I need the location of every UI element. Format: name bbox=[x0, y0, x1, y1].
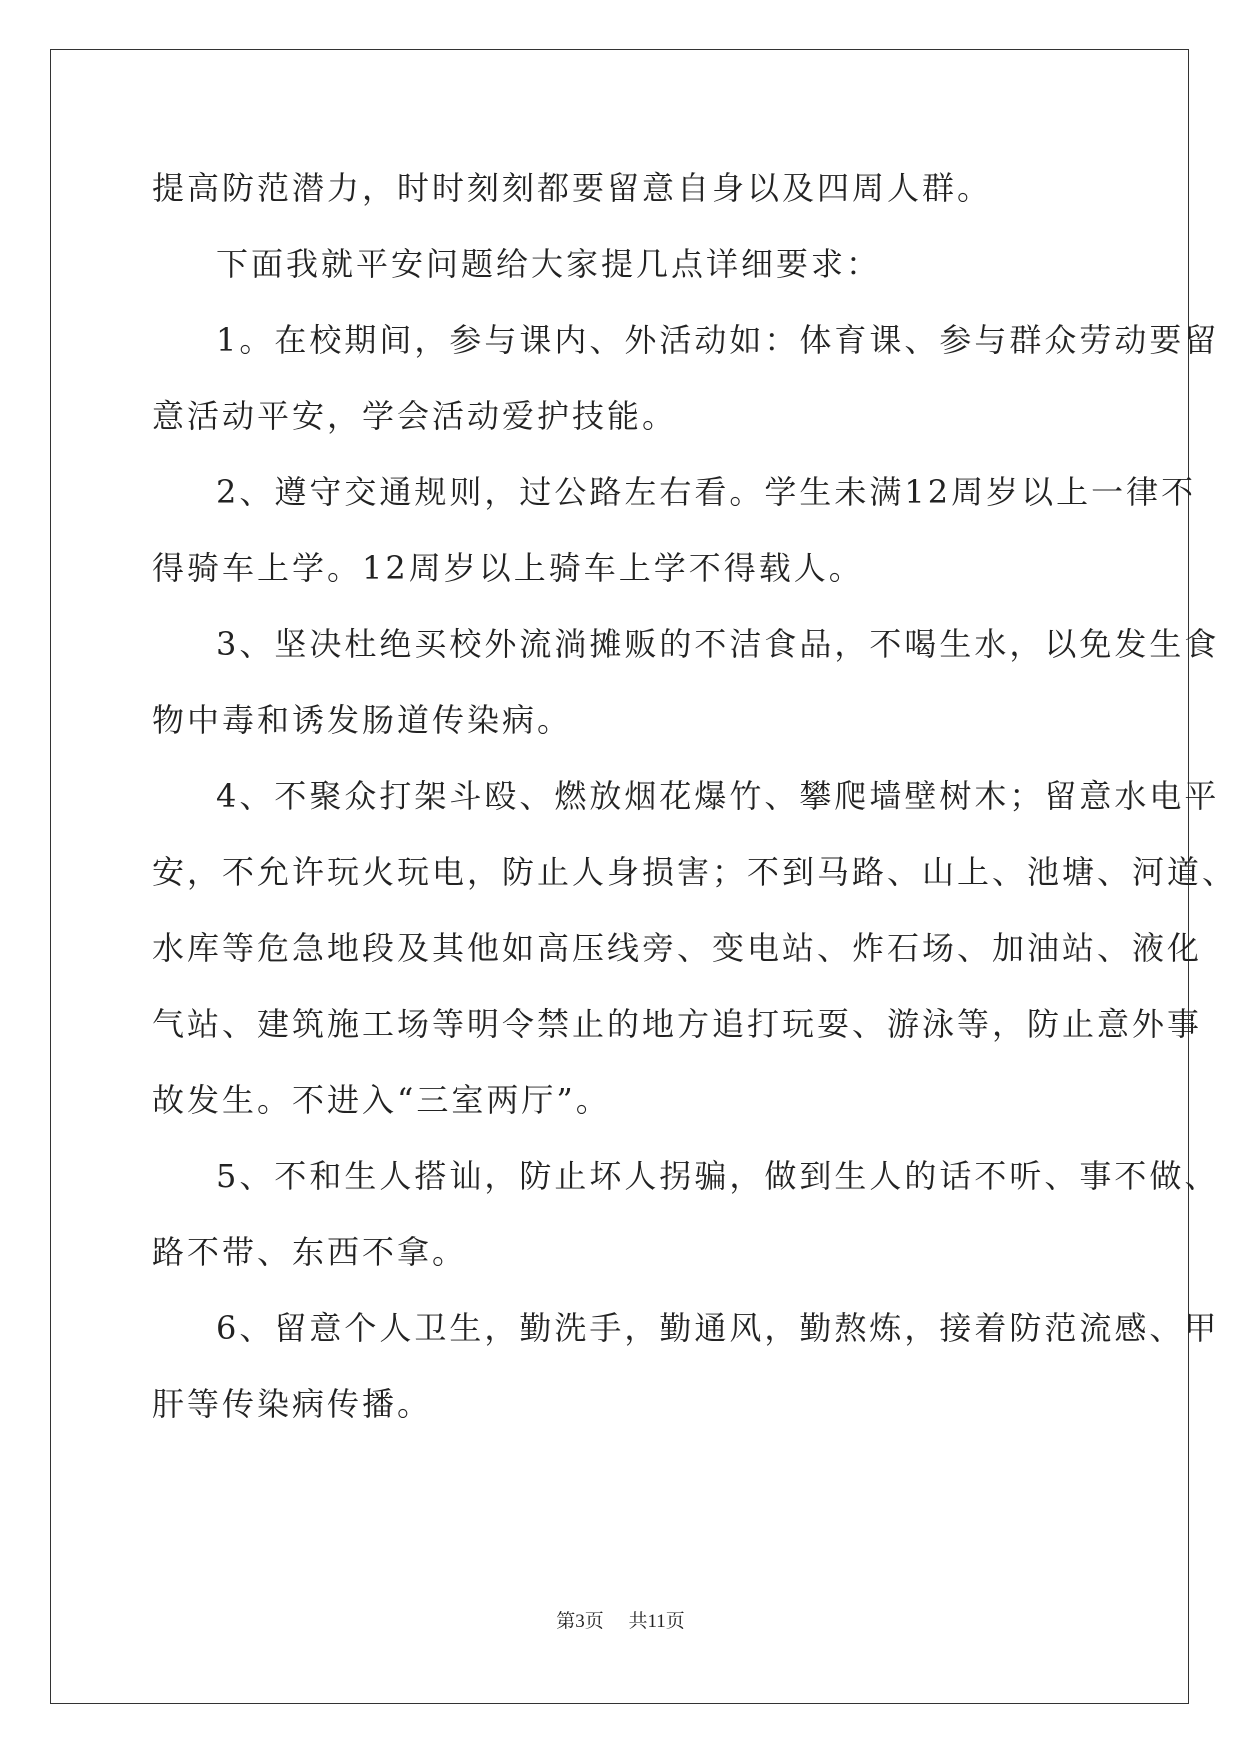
text-line: 5、不和生人搭讪，防止坏人拐骗，做到生人的话不听、事不做、 bbox=[216, 1157, 1220, 1195]
text-line: 下面我就平安问题给大家提几点详细要求： bbox=[216, 245, 882, 283]
page-total: 共11页 bbox=[628, 1611, 685, 1632]
text-line: 1。在校期间，参与课内、外活动如：体育课、参与群众劳动要留 bbox=[216, 321, 1220, 359]
text-line: 提高防范潜力，时时刻刻都要留意自身以及四周人群。 bbox=[152, 169, 993, 207]
text-line: 安，不允许玩火玩电，防止人身损害；不到马路、山上、池塘、河道、 bbox=[152, 853, 1238, 891]
page-number: 第3页 bbox=[556, 1611, 604, 1632]
text-line: 路不带、东西不拿。 bbox=[152, 1233, 468, 1271]
text-line: 意活动平安，学会活动爱护技能。 bbox=[152, 397, 678, 435]
text-line: 肝等传染病传播。 bbox=[152, 1385, 433, 1423]
page-footer bbox=[0, 1606, 1241, 1633]
text-line: 3、坚决杜绝买校外流淌摊贩的不洁食品，不喝生水，以免发生食 bbox=[216, 625, 1220, 663]
text-line: 得骑车上学。12周岁以上骑车上学不得载人。 bbox=[152, 549, 864, 587]
text-line: 物中毒和诱发肠道传染病。 bbox=[152, 701, 573, 739]
text-line: 2、遵守交通规则，过公路左右看。学生未满12周岁以上一律不 bbox=[216, 473, 1197, 511]
document-body bbox=[152, 150, 1238, 1442]
text-line: 4、不聚众打架斗殴、燃放烟花爆竹、攀爬墙壁树木；留意水电平 bbox=[216, 777, 1220, 815]
text-line: 气站、建筑施工场等明令禁止的地方追打玩耍、游泳等，防止意外事 bbox=[152, 1005, 1203, 1043]
text-line: 水库等危急地段及其他如高压线旁、变电站、炸石场、加油站、液化 bbox=[152, 929, 1203, 967]
text-line: 6、留意个人卫生，勤洗手，勤通风，勤熬炼，接着防范流感、甲 bbox=[216, 1309, 1220, 1347]
text-line: 故发生。不进入“三室两厅”。 bbox=[152, 1081, 611, 1119]
